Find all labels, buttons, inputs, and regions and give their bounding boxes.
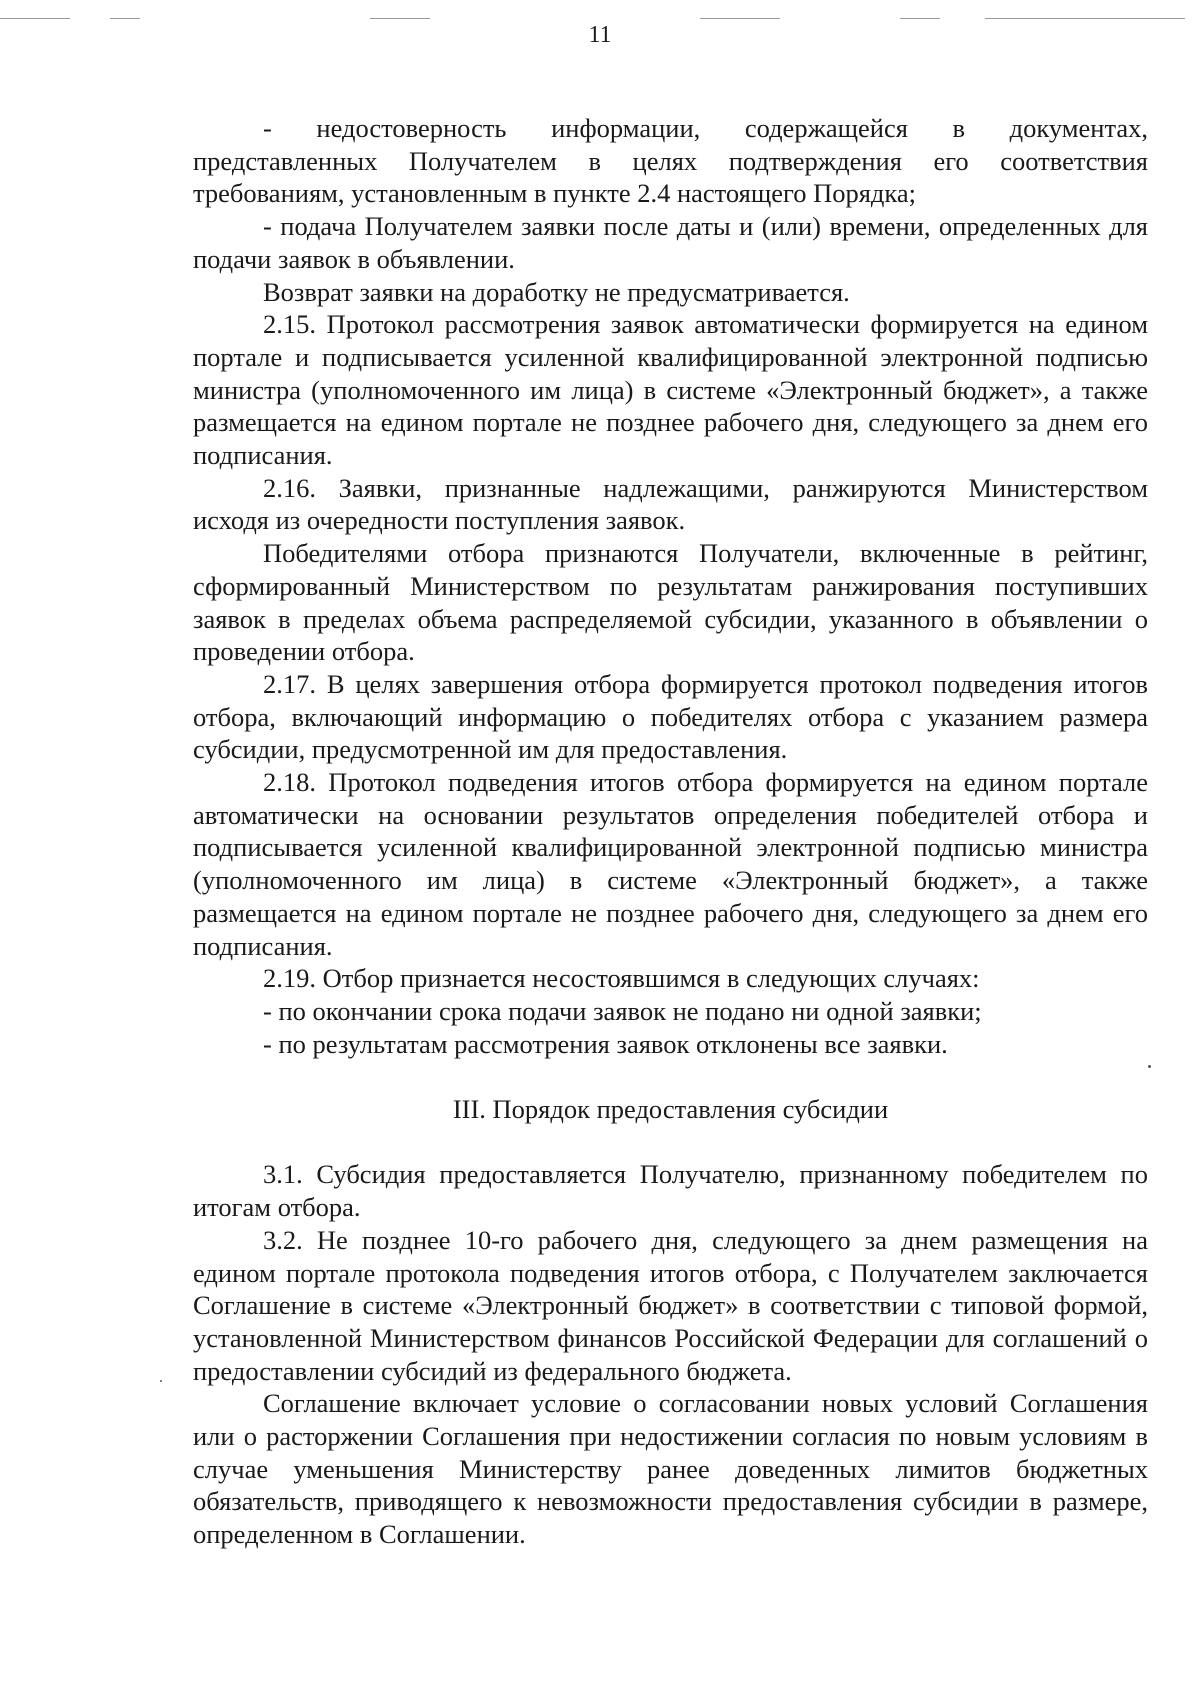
scan-artifact-line [985, 18, 1185, 19]
paragraph: Победителями отбора признаются Получатели, включенные в рейтинг, сформированный Министерством по результатам ранжирования поступивших заявок в пределах объема распределяемой субсидии, указанного в объявлении о проведении отбора. [193, 538, 1148, 667]
section-heading: III. Порядок предоставления субсидии [452, 1094, 889, 1125]
scan-artifact-line [370, 18, 430, 19]
page-number: 11 [588, 22, 612, 48]
paragraph: 3.1. Субсидия предоставляется Получателю, признанному победителем по итогам отбора. [193, 1159, 1148, 1223]
paragraph: 2.15. Протокол рассмотрения заявок автоматически формируется на едином портале и подписывается усиленной квалифицированной электронной подписью министра (уполномоченного им лица) в системе «Электронный бюджет», а также размещается на едином портале не позднее рабочего дня, следующего за днем его подписания. [193, 309, 1148, 471]
paragraph: 3.2. Не позднее 10-го рабочего дня, следующего за днем размещения на едином портале протокола подведения итогов отбора, с Получателем заключается Соглашение в системе «Электронный бюджет» в соответствии с типовой формой, установленной Министерством финансов Российской Федерации для соглашений о предоставлении субсидий из федерального бюджета. [193, 1224, 1148, 1386]
paragraph: 2.16. Заявки, признанные надлежащими, ранжируются Министерством исходя из очередности поступления заявок. [193, 472, 1148, 536]
paragraph: Соглашение включает условие о согласовании новых условий Соглашения или о расторжении Соглашения при недостижении согласия по новым условиям в случае уменьшения Министерству ранее доведенных лимитов бюджетных обязательств, приводящего к невозможности предоставления субсидии в размере, определенном в Соглашении. [193, 1388, 1148, 1550]
paragraph: 2.18. Протокол подведения итогов отбора формируется на едином портале автоматически на основании результатов определения победителей отбора и подписывается усиленной квалифицированной электронной подписью министра (уполномоченного им лица) в системе «Электронный бюджет», а также размещается на едином портале не позднее рабочего дня, следующего за днем его подписания. [193, 767, 1148, 961]
scan-speck [1148, 1065, 1151, 1068]
paragraph: - по окончании срока подачи заявок не подано ни одной заявки; [263, 995, 982, 1026]
scan-artifact-line [700, 18, 780, 19]
scan-artifact-line [0, 18, 70, 19]
paragraph: Возврат заявки на доработку не предусматривается. [263, 276, 850, 307]
paragraph: 2.17. В целях завершения отбора формируется протокол подведения итогов отбора, включающий информацию о победителях отбора с указанием размера субсидии, предусмотренной им для предоставления. [193, 668, 1148, 765]
scan-artifact-line [110, 18, 140, 19]
scan-artifact-line [900, 18, 940, 19]
document-body [193, 112, 1148, 1551]
paragraph: - недостоверность информации, содержащейся в документах, представленных Получателем в целях подтверждения его соответствия требованиям, установленным в пункте 2.4 настоящего Порядка; [193, 113, 1148, 209]
paragraph: - подача Получателем заявки после даты и (или) времени, определенных для подачи заявок в объявлении. [193, 211, 1148, 274]
paragraph: 2.19. Отбор признается несостоявшимся в следующих случаях: [263, 963, 980, 994]
paragraph: - по результатам рассмотрения заявок отклонены все заявки. [263, 1028, 948, 1059]
scan-speck [160, 1380, 162, 1382]
